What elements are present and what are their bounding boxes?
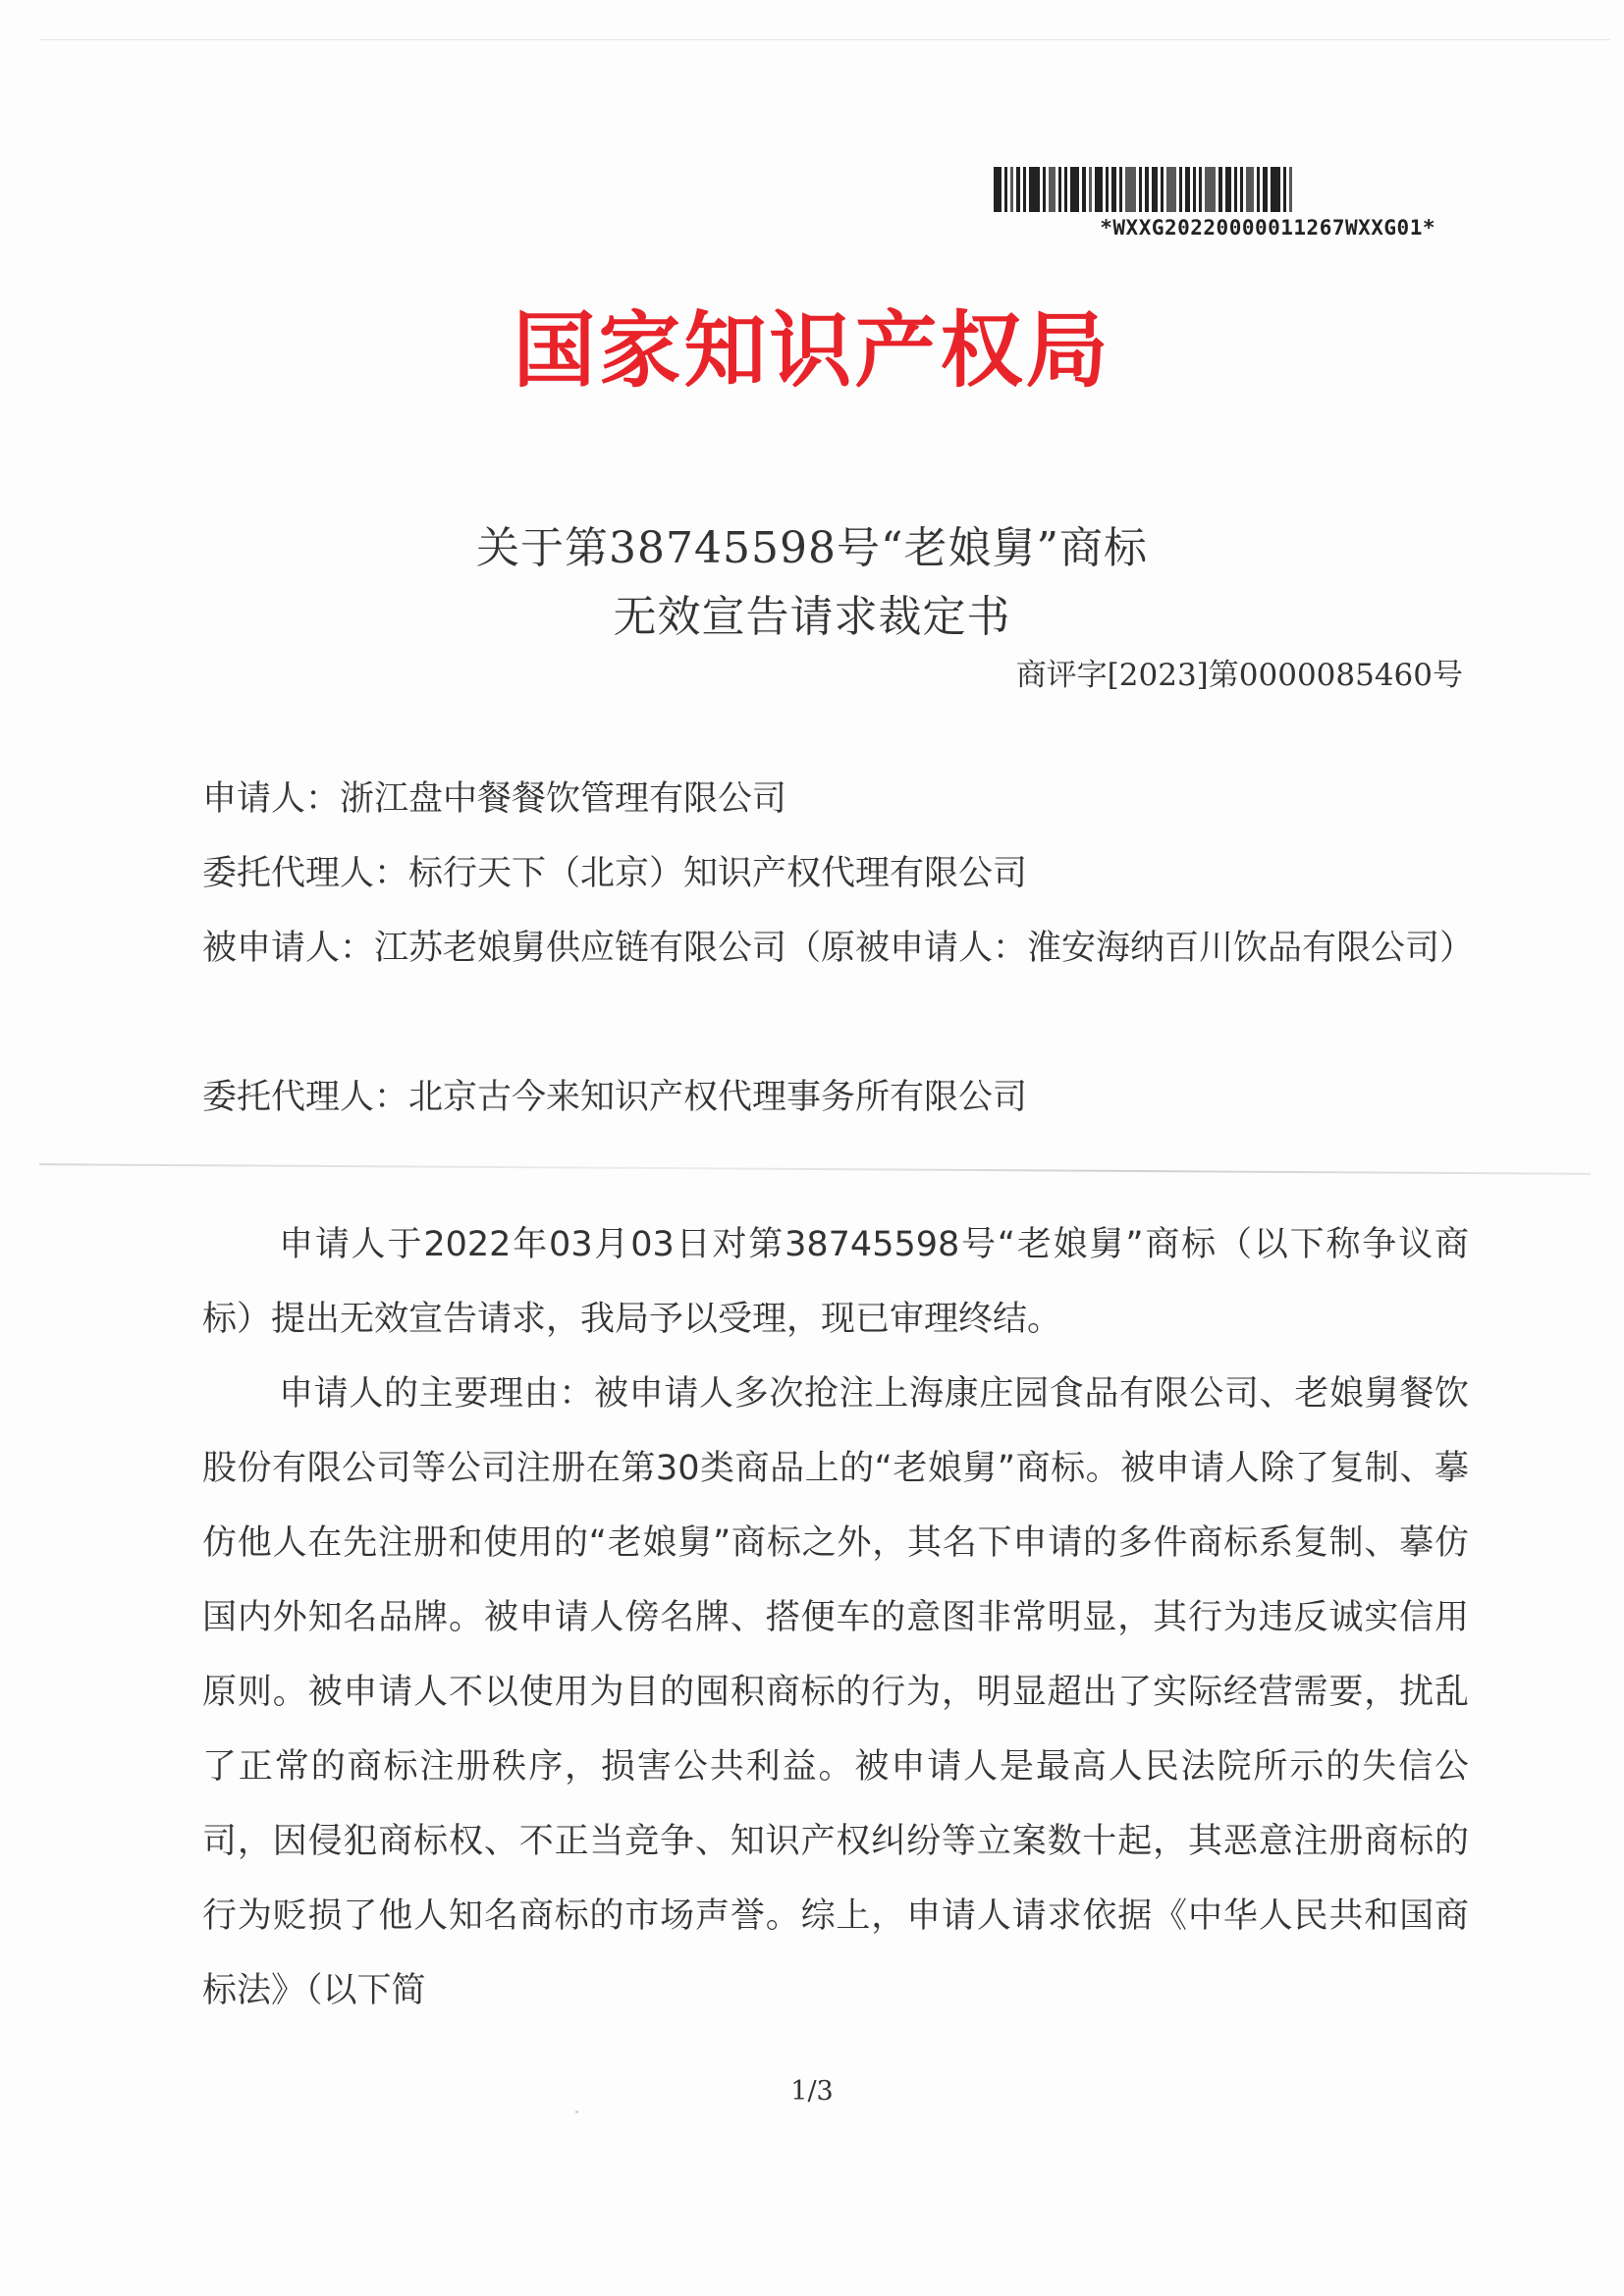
barcode-bar (1199, 167, 1202, 212)
barcode-bar (1218, 167, 1221, 212)
scan-edge-line (39, 39, 1610, 40)
barcode-bar (1043, 167, 1046, 212)
party-respondent-text: 被申请人：江苏老娘舅供应链有限公司（原被申请人：淮安海纳百川饮品有限公司） (202, 929, 1475, 968)
barcode-bar (1119, 167, 1122, 212)
barcode-bar (1240, 167, 1243, 212)
barcode-bar (1139, 167, 1142, 212)
barcode-bar (1283, 167, 1286, 212)
document-title-line-2: 无效宣告请求裁定书 (613, 592, 1011, 642)
barcode-bar (1004, 167, 1007, 212)
barcode-text: *WXXG20220000011267WXXG01* (1100, 216, 1435, 240)
barcode-bar (1225, 167, 1231, 212)
barcode-bar (1016, 167, 1019, 212)
page-number: 1/3 (790, 2076, 834, 2107)
barcode-bar (1185, 167, 1190, 212)
party-respondent (202, 911, 1475, 986)
barcode-bar (1029, 167, 1040, 212)
barcode-bar (1145, 167, 1148, 212)
barcode-image (994, 167, 1406, 212)
party-applicant-agent: 委托代理人：标行天下（北京）知识产权代理有限公司 (202, 854, 1028, 893)
page-fold-line (39, 1163, 1591, 1175)
barcode-bar (1058, 167, 1061, 212)
barcode-bar (1095, 167, 1103, 212)
barcode-bar (1234, 167, 1237, 212)
barcode-bar (1106, 167, 1109, 212)
barcode-bar (1111, 167, 1116, 212)
barcode-bar (1257, 167, 1260, 212)
barcode-block (994, 167, 1435, 240)
barcode-bar (1089, 167, 1092, 212)
document-title-line-1: 关于第38745598号“老娘舅”商标 (476, 523, 1148, 573)
barcode-bar (1289, 167, 1292, 212)
barcode-bar (1152, 167, 1158, 212)
document-number: 商评字[2023]第0000085460号 (1015, 658, 1463, 693)
barcode-bar (1205, 167, 1216, 212)
barcode-bar (1161, 167, 1164, 212)
barcode-bar (994, 167, 1001, 212)
agency-name: 国家知识产权局 (513, 302, 1111, 399)
barcode-bar (1070, 167, 1080, 212)
scan-speck (575, 2110, 578, 2113)
barcode-bar (1263, 167, 1268, 212)
barcode-bar (1064, 167, 1067, 212)
barcode-bar (1193, 167, 1196, 212)
barcode-bar (1125, 167, 1136, 212)
barcode-bar (1023, 167, 1026, 212)
barcode-bar (1271, 167, 1280, 212)
party-respondent-agent: 委托代理人：北京古今来知识产权代理事务所有限公司 (202, 1078, 1028, 1117)
barcode-bar (1179, 167, 1182, 212)
party-applicant: 申请人：浙江盘中餐餐饮管理有限公司 (202, 779, 787, 819)
barcode-bar (1166, 167, 1176, 212)
barcode-bar (1010, 167, 1013, 212)
barcode-bar (1082, 167, 1085, 212)
body-paragraph-1: 申请人于2022年03月03日对第38745598号“老娘舅”商标（以下称争议商标）提出无效宣告请求，我局予以受理，现已审理终结。 (202, 1225, 1469, 1339)
barcode-bar (1246, 167, 1254, 212)
barcode-bar (1049, 167, 1055, 212)
body-paragraph-2: 申请人的主要理由：被申请人多次抢注上海康庄园食品有限公司、老娘舅餐饮股份有限公司等公司注册在第30类商品上的“老娘舅”商标。被申请人除了复制、摹仿他人在先注册和使用的“老娘舅”商标之外，其名下申请的多件商标系复制、摹仿国内外知名品牌。被申请人傍名牌、搭便车的意图非常明显，其行为违反诚实信用原则。被申请人不以使用为目的囤积商标的行为，明显超出了实际经营需要，扰乱了正常的商标注册秩序，损害公共利益。被申请人是最高人民法院所示的失信公司，因侵犯商标权、不正当竞争、知识产权纠纷等立案数十起，其恶意注册商标的行为贬损了他人知名商标的市场声誉。综上，申请人请求依据《中华人民共和国商标法》（以下简 (202, 1374, 1469, 2010)
